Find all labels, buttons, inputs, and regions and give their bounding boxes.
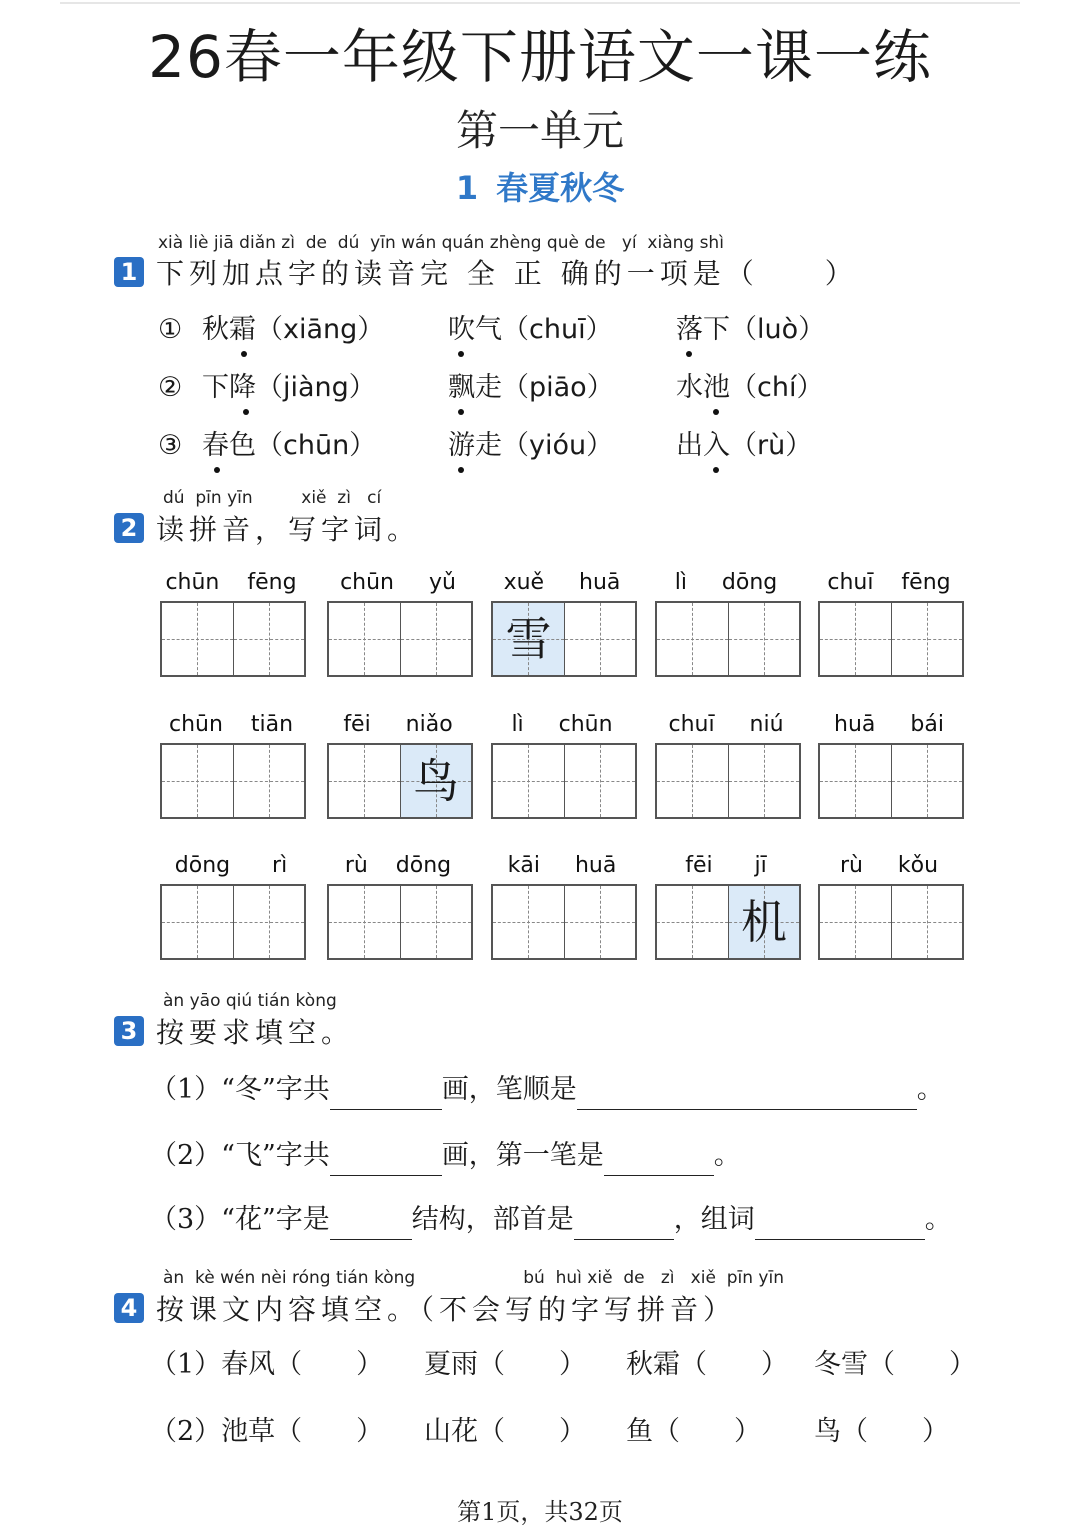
writing-cell[interactable]	[820, 886, 891, 958]
writing-cell[interactable]	[820, 603, 891, 675]
emphasis-dot	[686, 351, 692, 357]
cell-guide-vertical	[600, 886, 601, 958]
q4-row2-item: 山花（ ）	[424, 1416, 586, 1447]
tian-grid-pair	[327, 884, 473, 960]
grid-pinyin-label: kāi huā	[507, 853, 617, 878]
q4-heading	[114, 1290, 736, 1326]
tian-grid-pair	[160, 601, 306, 677]
q3-line-text: 画，第一笔是	[441, 1140, 604, 1171]
q1-option-mark: ①	[158, 314, 183, 345]
given-character: 雪	[505, 612, 552, 666]
lesson-name: 春夏秋冬	[496, 169, 625, 207]
cell-guide-vertical	[528, 886, 529, 958]
grid-pinyin-label: xuě huā	[503, 570, 621, 595]
q4-row1-item: （1）春风（ ）	[150, 1349, 384, 1380]
q4-pinyin: àn kè wén nèi róng tián kòng bú huì xiě de zì xiě pīn yīn	[163, 1268, 784, 1288]
q3-text: 按要求填空。	[156, 1016, 355, 1049]
q3-line-text: 。	[916, 1074, 944, 1105]
cell-guide-vertical	[600, 745, 601, 817]
emphasis-dot	[458, 467, 464, 473]
cell-guide-vertical	[927, 603, 928, 675]
writing-cell[interactable]	[820, 745, 891, 817]
cell-guide-vertical	[269, 603, 270, 675]
q3-line-text: （2）“飞”字共	[150, 1140, 330, 1171]
q1-option-item: 吹气（chuī）	[448, 314, 613, 345]
cell-guide-vertical	[692, 603, 693, 675]
q1-heading	[114, 254, 858, 290]
grid-pinyin-label: lì dōng	[674, 570, 778, 595]
q1-option-item: 水池（chí）	[676, 372, 824, 403]
tian-grid-pair	[327, 743, 473, 819]
q4-row2-item: （2）池草（ ）	[150, 1416, 384, 1447]
cell-guide-vertical	[528, 745, 529, 817]
grid-pinyin-label: huā bái	[834, 712, 944, 737]
writing-cell[interactable]	[891, 745, 962, 817]
writing-cell[interactable]	[657, 603, 728, 675]
page-footer: 第1页，共32页	[457, 1498, 623, 1526]
cell-guide-vertical	[855, 745, 856, 817]
page-title: 26春一年级下册语文一课一练	[148, 23, 932, 91]
q4-text: 按课文内容填空。（不会写的字写拼音）	[156, 1293, 737, 1326]
cell-guide-vertical	[436, 603, 437, 675]
writing-cell[interactable]	[162, 603, 233, 675]
q3-line-text: 。	[924, 1204, 952, 1235]
cell-guide-vertical	[364, 886, 365, 958]
answer-blank[interactable]	[330, 1209, 412, 1240]
cell-guide-vertical	[764, 745, 765, 817]
writing-cell[interactable]	[891, 886, 962, 958]
q1-option-item: 秋霜（xiāng）	[202, 314, 385, 345]
cell-guide-vertical	[927, 886, 928, 958]
q3-pinyin: àn yāo qiú tián kòng	[163, 991, 337, 1011]
cell-guide-vertical	[197, 886, 198, 958]
prefilled-character-cell	[493, 603, 564, 675]
tian-grid-pair	[655, 884, 801, 960]
q1-text: 下列加点字的读音完 全 正 确的一项是（ ）	[156, 257, 858, 290]
q2-pinyin: dú pīn yīn xiě zì cí	[163, 488, 382, 508]
tian-grid-pair	[491, 743, 637, 819]
grid-pinyin-label: lì chūn	[511, 712, 613, 737]
prefilled-character-cell	[400, 745, 471, 817]
grid-pinyin-label: rù dōng	[344, 853, 452, 878]
answer-blank[interactable]	[577, 1079, 917, 1110]
prefilled-character-cell	[728, 886, 799, 958]
q3-line-text: ，组词	[673, 1204, 755, 1235]
cell-guide-vertical	[855, 603, 856, 675]
emphasis-dot	[458, 409, 464, 415]
writing-cell[interactable]	[657, 886, 728, 958]
tian-grid-pair	[655, 743, 801, 819]
tian-grid-pair	[818, 884, 964, 960]
q3-line-2	[150, 1136, 741, 1176]
answer-blank[interactable]	[330, 1079, 442, 1110]
writing-cell[interactable]	[657, 745, 728, 817]
writing-cell[interactable]	[400, 603, 471, 675]
cell-guide-vertical	[197, 603, 198, 675]
q3-heading	[114, 1013, 354, 1049]
answer-blank[interactable]	[604, 1145, 714, 1176]
writing-cell[interactable]	[891, 603, 962, 675]
q1-pinyin: xià liè jiā diǎn zì de dú yīn wán quán zhèng què de yí xiàng shì	[158, 233, 724, 253]
q1-option-item: 春色（chūn）	[202, 430, 377, 461]
q3-line-text: 画，笔顺是	[441, 1074, 577, 1105]
q3-line-3	[150, 1200, 952, 1240]
answer-blank[interactable]	[330, 1145, 442, 1176]
q3-line-text: 。	[713, 1140, 741, 1171]
tian-grid-pair	[491, 601, 637, 677]
writing-cell[interactable]	[233, 603, 304, 675]
writing-cell[interactable]	[728, 603, 799, 675]
q1-option-item: 出入（rù）	[676, 430, 813, 461]
cell-guide-vertical	[692, 886, 693, 958]
tian-grid-pair	[818, 601, 964, 677]
writing-cell[interactable]	[564, 886, 635, 958]
cell-guide-vertical	[855, 886, 856, 958]
q4-row1-item: 夏雨（ ）	[424, 1349, 586, 1380]
writing-cell[interactable]	[233, 745, 304, 817]
q2-badge: 2	[114, 513, 144, 543]
q3-line-1	[150, 1070, 944, 1110]
cell-guide-vertical	[364, 603, 365, 675]
tian-grid-pair	[491, 884, 637, 960]
q4-row2-item: 鸟（ ）	[814, 1416, 949, 1447]
q2-text: 读拼音，写字词。	[156, 513, 421, 546]
grid-pinyin-label: chuī niú	[668, 712, 784, 737]
cell-guide-vertical	[600, 603, 601, 675]
q2-heading	[114, 510, 420, 546]
q3-line-text: 结构，部首是	[411, 1204, 574, 1235]
grid-pinyin-label: chuī fēng	[827, 570, 951, 595]
grid-pinyin-label: chūn fēng	[165, 570, 297, 595]
writing-cell[interactable]	[400, 886, 471, 958]
tian-grid-pair	[327, 601, 473, 677]
writing-cell[interactable]	[329, 745, 400, 817]
writing-cell[interactable]	[564, 745, 635, 817]
cell-guide-vertical	[436, 886, 437, 958]
grid-pinyin-label: rù kǒu	[839, 853, 939, 878]
cell-guide-vertical	[197, 745, 198, 817]
writing-cell[interactable]	[493, 745, 564, 817]
unit-heading: 第一单元	[455, 106, 624, 155]
writing-cell[interactable]	[162, 886, 233, 958]
emphasis-dot	[458, 351, 464, 357]
cell-guide-vertical	[692, 745, 693, 817]
q4-badge: 4	[114, 1293, 144, 1323]
emphasis-dot	[713, 409, 719, 415]
lesson-number: 1	[455, 169, 479, 207]
answer-blank[interactable]	[574, 1209, 674, 1240]
tian-grid-pair	[160, 743, 306, 819]
answer-blank[interactable]	[755, 1209, 925, 1240]
given-character: 鸟	[413, 754, 459, 808]
writing-cell[interactable]	[564, 603, 635, 675]
writing-cell[interactable]	[162, 745, 233, 817]
q3-badge: 3	[114, 1016, 144, 1046]
cell-guide-vertical	[364, 745, 365, 817]
writing-cell[interactable]	[329, 603, 400, 675]
q1-option-mark: ③	[158, 430, 183, 461]
q1-option-item: 下降（jiàng）	[202, 372, 376, 403]
cell-guide-vertical	[927, 745, 928, 817]
grid-pinyin-label: fēi jī	[685, 853, 767, 878]
tian-grid-pair	[818, 743, 964, 819]
writing-cell[interactable]	[233, 886, 304, 958]
writing-cell[interactable]	[493, 886, 564, 958]
emphasis-dot	[241, 351, 247, 357]
top-divider	[60, 2, 1020, 4]
lesson-heading	[0, 166, 1080, 210]
emphasis-dot	[713, 467, 719, 473]
q3-line-text: （1）“冬”字共	[150, 1074, 330, 1105]
tian-grid-pair	[655, 601, 801, 677]
tian-grid-pair	[160, 884, 306, 960]
q4-row1-item: 冬雪（ ）	[814, 1349, 976, 1380]
grid-pinyin-label: dōng rì	[174, 853, 288, 878]
q1-badge: 1	[114, 257, 144, 287]
writing-cell[interactable]	[329, 886, 400, 958]
emphasis-dot	[214, 467, 220, 473]
q4-row1-item: 秋霜（ ）	[626, 1349, 788, 1380]
cell-guide-vertical	[764, 603, 765, 675]
q1-option-mark: ②	[158, 372, 183, 403]
grid-pinyin-label: chūn tiān	[168, 712, 294, 737]
q1-option-item: 落下（luò）	[676, 314, 826, 345]
grid-pinyin-label: chūn yǔ	[340, 570, 456, 595]
q1-option-item: 飘走（piāo）	[448, 372, 614, 403]
writing-cell[interactable]	[728, 745, 799, 817]
emphasis-dot	[243, 409, 249, 415]
q4-row2-item: 鱼（ ）	[626, 1416, 761, 1447]
grid-pinyin-label: fēi niǎo	[343, 712, 453, 737]
cell-guide-vertical	[269, 886, 270, 958]
q1-option-item: 游走（yióu）	[448, 430, 614, 461]
q3-line-text: （3）“花”字是	[150, 1204, 330, 1235]
cell-guide-vertical	[269, 745, 270, 817]
given-character: 机	[741, 895, 787, 949]
